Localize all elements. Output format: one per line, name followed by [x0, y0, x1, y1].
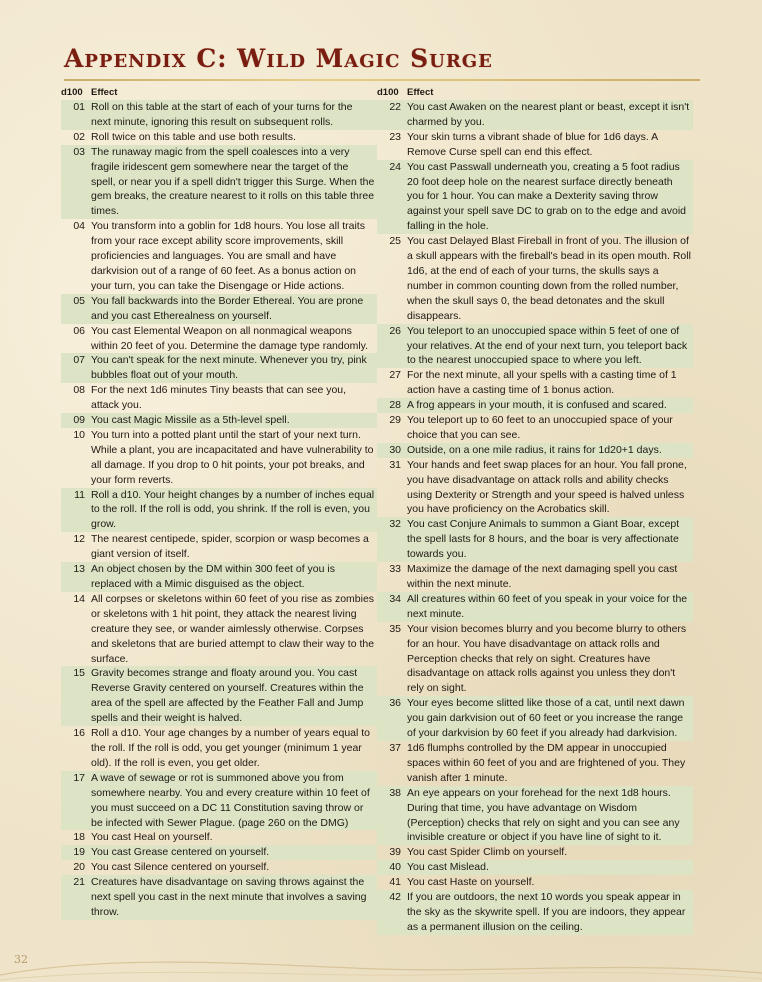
effect-text: You cast Silence centered on yourself.	[91, 861, 270, 874]
footer-ornament	[0, 935, 762, 982]
table-row	[61, 294, 377, 324]
roll-number: 32	[377, 517, 407, 562]
roll-number: 03	[61, 145, 91, 220]
roll-number: 37	[389, 741, 401, 754]
table-row	[61, 562, 377, 592]
table-row	[377, 860, 693, 875]
roll-number: 26	[377, 324, 407, 369]
table-row	[61, 726, 377, 771]
effect-text: The nearest centipede, spider, scorpion or wasp becomes a giant version of itself.	[91, 533, 369, 561]
roll-number: 38	[377, 786, 407, 846]
effect-text: 1d6 flumphs controlled by the DM appear in unoccupied spaces within 60 feet of you and are frightened of you. They vanish after 1 minute.	[407, 741, 686, 784]
effect-text: For the next minute, all your spells with a casting time of 1 action have a casting time of 1 bonus action.	[407, 369, 677, 397]
table-row	[61, 875, 377, 920]
table-row	[61, 488, 377, 533]
effect-text: A wave of sewage or rot is summoned above you from somewhere nearby. You and every creature within 10 feet of you must succeed on a DC 11 Constitution saving throw or be infected with Sewer Plague. (page 260 on the DMG)	[91, 771, 377, 831]
effect-text: All corpses or skeletons within 60 feet of you rise as zombies or skeletons with 1 hit point, they attack the nearest living creature they see, or wander aimlessly otherwise. Corpses and skeletons that are buried attempt to claw their way to the surface.	[91, 592, 375, 665]
roll-number: 05	[61, 294, 91, 324]
table-row	[377, 160, 693, 235]
table-row	[61, 324, 377, 354]
roll-number: 09	[61, 413, 91, 428]
effect-text: Maximize the damage of the next damaging spell you cast within the next minute.	[407, 563, 678, 590]
effect-text: An eye appears on your forehead for the next 1d8 hours. During that time, you have advantage on Wisdom (Perception) checks that rely on sight and you can see any invisible creature or object if you have line of sight to it.	[407, 786, 693, 846]
effect-text: Outside, on a one mile radius, it rains for 1d20+1 days.	[407, 443, 693, 458]
roll-number: 11	[61, 488, 91, 533]
header-d100: d100	[61, 87, 83, 98]
effect-text: You cast Awaken on the nearest plant or beast, except it isn't charmed by you.	[407, 100, 693, 130]
table-row	[61, 145, 377, 220]
effect-text: Your skin turns a vibrant shade of blue for 1d6 days. A Remove Curse spell can end this effect.	[407, 130, 658, 158]
table-left-column	[61, 84, 377, 920]
roll-number: 29	[389, 414, 401, 427]
table-row	[61, 532, 377, 562]
roll-number: 30	[377, 443, 407, 458]
roll-number: 10	[73, 428, 85, 441]
table-row	[61, 413, 377, 428]
table-row	[61, 428, 377, 488]
header-d100: d100	[377, 87, 399, 98]
table-row	[377, 234, 693, 323]
table-row	[377, 562, 693, 592]
wild-magic-table-right	[377, 84, 693, 935]
effect-text: You cast Grease centered on yourself.	[91, 845, 377, 860]
effect-text: You turn into a potted plant until the start of your next turn. While a plant, you are incapacitated and have vulnerability to all damage. If you drop to 0 hit points, your pot breaks, and your form reverts.	[91, 428, 374, 486]
roll-number: 39	[389, 846, 401, 859]
effect-text: If you are outdoors, the next 10 words you speak appear in the sky as the skywrite spell. If you are indoors, they appear as a permanent illusion on the ceiling.	[407, 890, 693, 935]
roll-number: 17	[61, 771, 91, 831]
table-row	[61, 383, 377, 413]
roll-number: 31	[389, 458, 401, 471]
effect-text: You cast Delayed Blast Fireball in front of you. The illusion of a skull appears with the fireball's bead in its open mouth. Roll 1d6, at the end of each of your turns, the skulls says a number in common counting down from the rolled number, when the skull says 0, the bead detonates and the skull disappears.	[407, 235, 691, 322]
header-effect: Effect	[91, 87, 118, 98]
table-row	[61, 845, 377, 860]
effect-text: You teleport up to 60 feet to an unoccupied space of your choice that you can see.	[407, 414, 673, 441]
roll-number: 07	[61, 353, 91, 383]
roll-number: 18	[73, 831, 85, 844]
roll-number: 22	[377, 100, 407, 130]
effect-text: You fall backwards into the Border Ethereal. You are prone and you cast Etherealness on yourself.	[91, 294, 377, 324]
table-row	[61, 860, 377, 875]
table-row	[377, 100, 693, 130]
roll-number: 23	[389, 130, 401, 143]
table-row	[61, 130, 377, 145]
wild-magic-table-left	[61, 84, 377, 920]
table-row	[61, 592, 377, 667]
table-row	[377, 741, 693, 786]
table-row	[61, 353, 377, 383]
effect-text: You cast Heal on yourself.	[91, 831, 213, 844]
effect-text: Roll a d10. Your height changes by a number of inches equal to the roll. If the roll is odd, you shrink. If the roll is even, you grow.	[91, 488, 377, 533]
table-row	[377, 458, 693, 518]
effect-text: Your hands and feet swap places for an hour. You fall prone, you have disadvantage on attack rolls and ability checks using Dexterity or Strength and your speed is halved unless you have proficiency on the Acrobatics skill.	[407, 458, 687, 516]
effect-text: You cast Passwall underneath you, creating a 5 foot radius 20 foot deep hole on the nearest surface directly beneath you for 1 hour. You can make a Dexterity saving throw against your spell save DC to grab on to the edge and avoid falling in the hole.	[407, 160, 693, 235]
effect-text: You can't speak for the next minute. Whenever you try, pink bubbles float out of your mouth.	[91, 353, 377, 383]
table-right-column	[377, 84, 693, 935]
table-row	[377, 443, 693, 458]
table-row	[61, 830, 377, 845]
table-row	[377, 413, 693, 443]
effect-text: Roll twice on this table and use both results.	[91, 130, 296, 143]
roll-number: 04	[73, 220, 85, 233]
roll-number: 36	[377, 696, 407, 741]
table-row	[377, 517, 693, 562]
roll-number: 13	[61, 562, 91, 592]
roll-number: 16	[73, 727, 85, 740]
header-effect: Effect	[407, 87, 434, 98]
roll-number: 12	[73, 533, 85, 546]
roll-number: 40	[377, 860, 407, 875]
roll-number: 21	[61, 875, 91, 920]
effect-text: Your vision becomes blurry and you become blurry to others for an hour. You have disadvantage on attack rolls and Perception checks that rely on sight. Creatures have disadvantage on attack rolls against you unless they don't rely on sight.	[407, 622, 687, 695]
roll-number: 24	[377, 160, 407, 235]
roll-number: 42	[377, 890, 407, 935]
effect-text: You cast Spider Climb on yourself.	[407, 846, 568, 859]
roll-number: 25	[389, 235, 401, 248]
table-row	[61, 100, 377, 130]
roll-number: 14	[73, 592, 85, 605]
effect-text: All creatures within 60 feet of you speak in your voice for the next minute.	[407, 592, 693, 622]
page-number: 32	[14, 953, 28, 966]
roll-number: 02	[73, 130, 85, 143]
roll-number: 15	[61, 666, 91, 726]
effect-text: You teleport to an unoccupied space within 5 feet of one of your relatives. At the end of your next turn, you teleport back to the nearest unoccupied space to where you left.	[407, 324, 693, 369]
roll-number: 41	[389, 876, 401, 889]
roll-number: 08	[73, 384, 85, 397]
effect-text: You cast Elemental Weapon on all nonmagical weapons within 20 feet of you. Determine the damage type randomly.	[91, 324, 369, 352]
effect-text: You transform into a goblin for 1d8 hours. You lose all traits from your race except ability score improvements, skill proficiencies and languages. You are small and have darkvision out of a range of 60 feet. As a bonus action on your turn, you can take the Disengage or Hide actions.	[91, 220, 365, 292]
table-row	[377, 786, 693, 846]
table-row	[377, 368, 693, 398]
roll-number: 19	[61, 845, 91, 860]
roll-number: 27	[389, 369, 401, 382]
table-row	[377, 696, 693, 741]
table-row	[377, 622, 693, 697]
effect-text: Your eyes become slitted like those of a cat, until next dawn you gain darkvision out of 60 feet or you increase the range of your darkvision by 60 feet if you already had darkvision.	[407, 696, 693, 741]
effect-text: You cast Conjure Animals to summon a Giant Boar, except the spell lasts for 8 hours, and the boar is very affectionate towards you.	[407, 517, 693, 562]
effect-text: A frog appears in your mouth, it is confused and scared.	[407, 398, 693, 413]
table-row	[377, 592, 693, 622]
roll-number: 33	[389, 563, 401, 576]
effect-text: You cast Haste on yourself.	[407, 876, 535, 889]
effect-text: Roll on this table at the start of each of your turns for the next minute, ignoring this result on subsequent rolls.	[91, 100, 377, 130]
table-row	[377, 398, 693, 413]
roll-number: 28	[377, 398, 407, 413]
effect-text: The runaway magic from the spell coalesces into a very fragile iridescent gem somewhere near the target of the spell, or near you if a spell didn't trigger this Surge. When the gem breaks, the creature nearest to it rolls on this table three times.	[91, 145, 377, 220]
table-row	[61, 666, 377, 726]
roll-number: 34	[377, 592, 407, 622]
table-row	[377, 324, 693, 369]
effect-text: You cast Magic Missile as a 5th-level spell.	[91, 413, 377, 428]
effect-text: Creatures have disadvantage on saving throws against the next spell you cast in the next minute that involves a saving throw.	[91, 875, 377, 920]
table-row	[377, 890, 693, 935]
roll-number: 01	[61, 100, 91, 130]
roll-number: 06	[73, 324, 85, 337]
table-row	[61, 771, 377, 831]
title-underline	[64, 79, 700, 81]
roll-number: 35	[389, 622, 401, 635]
table-row	[377, 130, 693, 160]
table-row	[377, 845, 693, 860]
page-title: Appendix C: Wild Magic Surge	[64, 44, 493, 73]
effect-text: An object chosen by the DM within 300 feet of you is replaced with a Mimic disguised as the object.	[91, 562, 377, 592]
roll-number: 20	[73, 861, 85, 874]
effect-text: You cast Mislead.	[407, 860, 693, 875]
effect-text: Gravity becomes strange and floaty around you. You cast Reverse Gravity centered on yourself. Creatures within the area of the spell are affected by the Feather Fall and Jump spells and their weight is halved.	[91, 666, 377, 726]
effect-text: Roll a d10. Your age changes by a number of years equal to the roll. If the roll is odd, you get younger (minimum 1 year old). If the roll is even, you get older.	[91, 727, 371, 769]
table-row	[61, 219, 377, 294]
table-row	[377, 875, 693, 890]
effect-text: For the next 1d6 minutes Tiny beasts that can see you, attack you.	[91, 384, 347, 412]
